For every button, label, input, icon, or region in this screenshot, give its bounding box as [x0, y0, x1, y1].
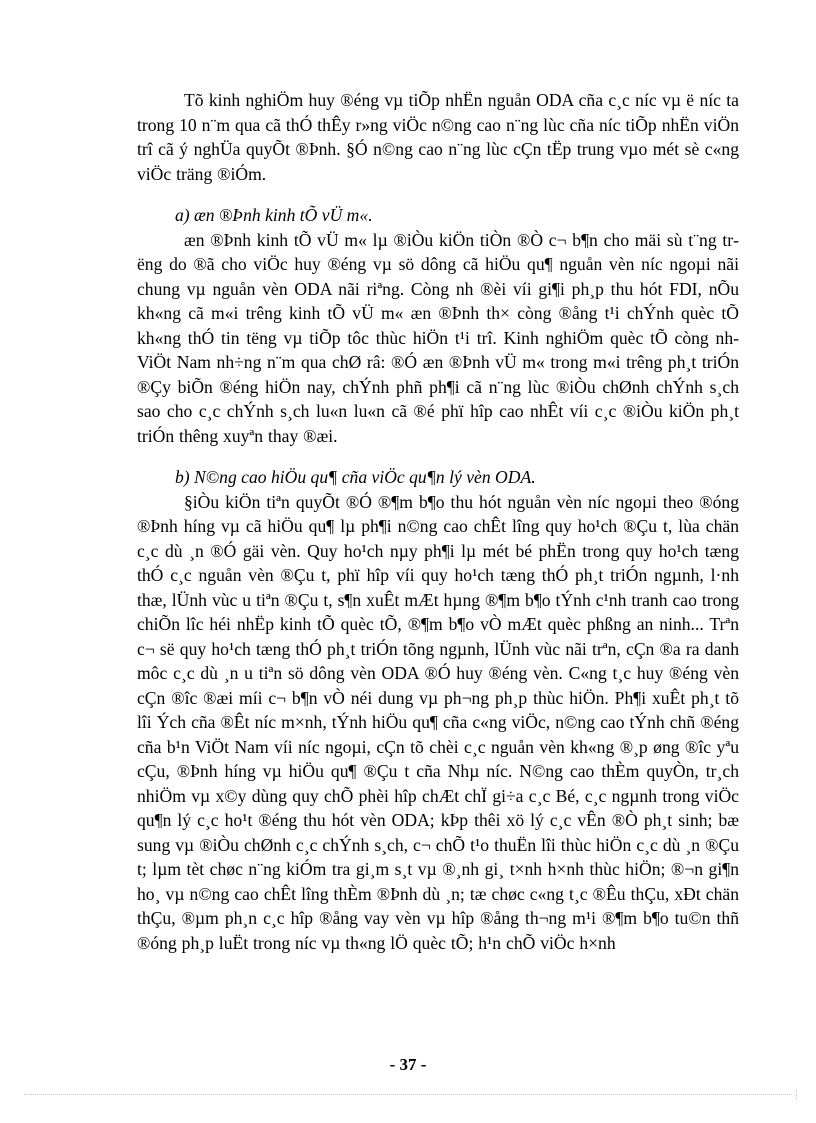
section-a-heading: a) æn ®Þnh kinh tÕ vÜ m«.: [175, 205, 373, 225]
section-b-paragraph: §iÒu kiÖn tiªn quyÕt ®Ó ®¶m b¶o thu hót nguån vèn níc ngoµi theo ®óng ®Þnh híng vµ cã hiÖu qu¶ lµ ph¶i n©ng cao chÊt lîng quy ho¹ch ®Çu t, lùa chän c¸c dù ¸n ®Ó gäi vèn. Quy ho¹ch nµy ph¶i lµ mét bé phËn trong quy ho¹ch tæng thÓ c¸c nguån vèn ®Çu t, phï hîp víi quy ho¹ch tæng thÓ ph¸t triÓn ngµnh, l·nh thæ, lÜnh vùc u tiªn ®Çu t, s¶n xuÊt mÆt hµng ®¶m b¶o tÝnh c¹nh tranh cao trong chiÕn lîc héi nhËp kinh tÕ quèc tÕ, ®¶m b¶o vÒ mÆt quèc phßng an ninh... Trªn c¬ së quy ho¹ch tæng thÓ ph¸t triÓn tõng ngµnh, lÜnh vùc nãi trªn, cÇn ®a ra danh môc c¸c dù ¸n u tiªn sö dông vèn ODA ®Ó huy ®éng vèn. C«ng t¸c huy ®éng vèn cÇn ®îc ®æi míi c¬ b¶n vÒ néi dung vµ ph¬ng ph¸p thùc hiÖn. Ph¶i xuÊt ph¸t tõ lîi Ých cña ®Êt níc m×nh, tÝnh hiÖu qu¶ cña c«ng viÖc, n©ng cao tÝnh chñ ®éng cña b¹n ViÖt Nam víi níc ngoµi, cÇn tõ chèi c¸c nguån vèn kh«ng ®¸p øng ®îc yªu cÇu, ®Þnh híng vµ hiÖu qu¶ ®Çu t cña Nhµ níc. N©ng cao thÈm quyÒn, tr¸ch nhiÖm vµ x©y dùng quy chÕ phèi hîp chÆt chÏ gi÷a c¸c Bé, c¸c ngµnh trong viÖc qu¶n lý c¸c ho¹t ®éng thu hót vèn ODA; kÞp thêi xö lý c¸c vÊn ®Ò ph¸t sinh; bæ sung vµ ®iÒu chØnh c¸c chÝnh s¸ch, c¬ chÕ t¹o thuËn lîi thùc hiÖn c¸c dù ¸n ®Çu t; lµm tèt chøc n¨ng kiÓm tra gi¸m s¸t vµ ®¸nh gi¸ t×nh h×nh thùc hiÖn; ®¬n gi¶n ho¸ vµ n©ng cao chÊt lîng thÈm ®Þnh dù ¸n; tæ chøc c«ng t¸c ®Êu thÇu, xÐt chän thÇu, ®µm ph¸n c¸c hîp ®ång vay vèn vµ hîp ®ång th¬ng m¹i ®¶m b¶o tu©n thñ ®óng ph¸p luËt trong níc vµ th«ng lÖ quèc tÕ; h¹n chÕ viÖc h×nh: [137, 491, 739, 953]
page-number: - 37 -: [389, 1055, 427, 1074]
page-bottom-dotted-rule: [24, 1094, 792, 1095]
section-b-heading: b) N©ng cao hiÖu qu¶ cña viÖc qu¶n lý vèn ODA.: [175, 467, 536, 487]
intro-paragraph: Tõ kinh nghiÖm huy ®éng vµ tiÕp nhËn nguån ODA cña c¸c níc vµ ë níc ta trong 10 n¨m qua cã thÓ thÊy r»ng viÖc n©ng cao n¨ng lùc cña níc tiÕp nhËn viÖn trî cã ý nghÜa quyÕt ®Þnh. §Ó n©ng cao n¨ng lùc cÇn tËp trung vµo mét sè c«ng viÖc träng ®iÓm.: [137, 90, 739, 184]
page-corner-mark: [796, 1090, 807, 1100]
section-a-paragraph: æn ®Þnh kinh tÕ vÜ m« lµ ®iÒu kiÖn tiÒn ®Ò c¬ b¶n cho mäi sù t¨ng trëng do ®ã cho viÖc huy ®éng vµ sö dông cã hiÖu qu¶ nguån vèn níc ngoµi nãi chung vµ nguån vèn ODA nãi riªng. Còng nh ®èi víi gi¶i ph¸p thu hót FDI, nÕu kh«ng cã m«i trêng kinh tÕ vÜ m« æn ®Þnh th× còng ®ång t¹i chÝnh quèc tÕ kh«ng thÓ tin tëng vµ tiÕp tôc thùc hiÖn t¹i trî. Kinh nghiÖm quèc tÕ còng nh ViÖt Nam nh÷ng n¨m qua chØ râ: ®Ó æn ®Þnh vÜ m« trong m«i trêng ph¸t triÓn ®Çy biÕn ®éng hiÖn nay, chÝnh phñ ph¶i cã n¨ng lùc ®iÒu chØnh chÝnh s¸ch sao cho c¸c chÝnh s¸ch lu«n lu«n cã ®é phï hîp cao nhÊt víi c¸c ®iÒu kiÖn ph¸t triÓn thêng xuyªn thay ®æi.: [137, 229, 739, 446]
document-body: [137, 88, 739, 955]
section-spacer: [137, 186, 739, 203]
section-spacer: [137, 448, 739, 465]
